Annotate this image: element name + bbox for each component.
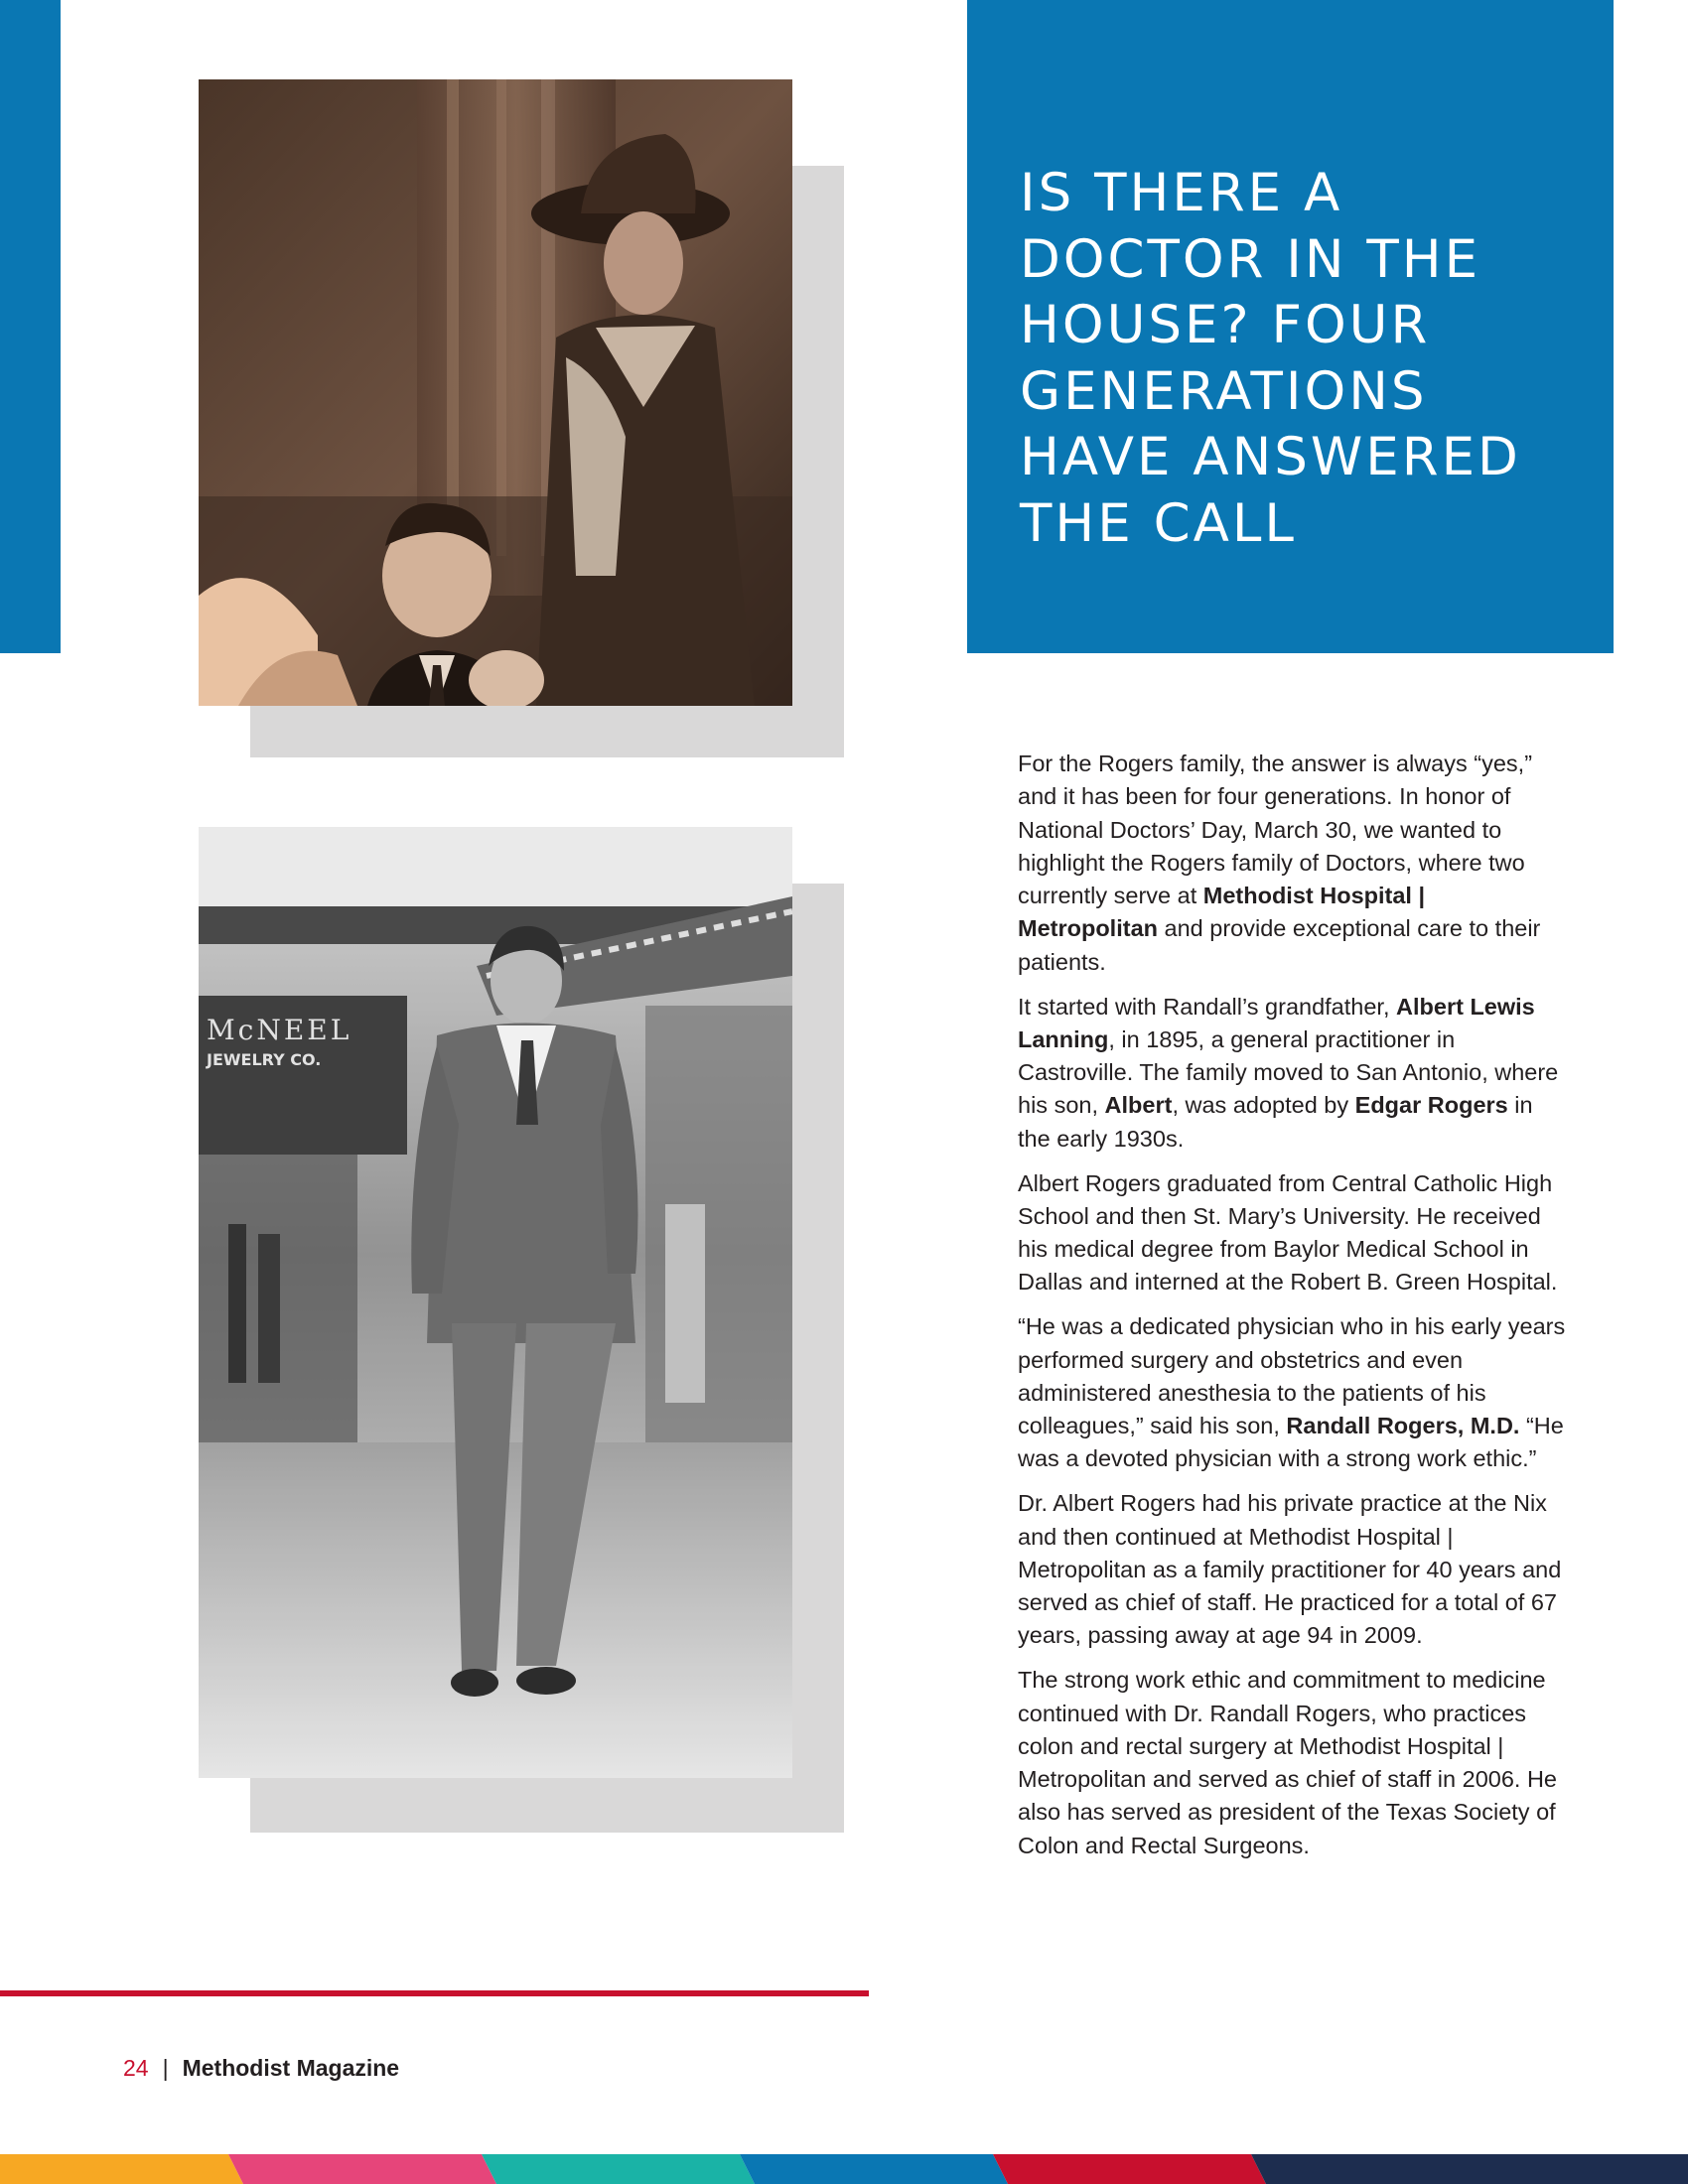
p2-text-e: in the early 1930s. <box>1018 1092 1533 1152</box>
paragraph-3: Albert Rogers graduated from Central Catholic High School and then St. Mary’s University. He received his medical degree from Baylor Medical School in Dallas and interned at the Robert B. Green Hospital. <box>1018 1169 1558 1296</box>
paragraph-6: The strong work ethic and commitment to medicine continued with Dr. Randall Rogers, who practices colon and rectal surgery at Methodist Hospital | Metropolitan and served as chief of staff in 2006. He also has served as president of the Texas Society of Colon and Rectal Surgeons. <box>1018 1667 1558 1858</box>
store-sign-name: McNEEL <box>207 1014 352 1046</box>
p2-text-c: , in 1895, a general practitioner in Castroville. The family moved to San Antonio, where his son, <box>1018 1025 1559 1119</box>
bottom-photo-image <box>199 827 792 1778</box>
footer-separator: | <box>162 2055 169 2081</box>
top-photo <box>199 79 792 706</box>
stripe-navy <box>1251 2154 1688 2184</box>
p4-bold-name: Randall Rogers, M.D. <box>1286 1413 1520 1439</box>
p4-text-a: “He was a dedicated physician who in his early years performed surgery and obstetrics and even administered anesthesia to the patients of his colleagues,” said his son, <box>1018 1313 1566 1439</box>
bottom-photo <box>199 827 792 1778</box>
left-accent-bar <box>0 0 61 653</box>
top-photo-image <box>199 79 792 706</box>
paragraph-1 <box>1018 748 1569 979</box>
p2-bold-name-1: Albert Lewis Lanning <box>1018 993 1535 1052</box>
bottom-color-stripes <box>0 2154 1688 2184</box>
stripe-red <box>993 2154 1266 2184</box>
store-sign-subtitle: JEWELRY CO. <box>207 1050 322 1069</box>
page-footer <box>123 2055 399 2082</box>
p4-text-c: “He was a devoted physician with a strong work ethic.” <box>1018 1413 1564 1472</box>
p1-bold-hospital: Methodist Hospital | Metropolitan <box>1018 883 1426 942</box>
stripe-blue <box>740 2154 1008 2184</box>
paragraph-4 <box>1018 1310 1569 1475</box>
page-number: 24 <box>123 2055 149 2081</box>
p2-bold-name-3: Edgar Rogers <box>1354 1092 1508 1119</box>
paragraph-5: Dr. Albert Rogers had his private practice at the Nix and then continued at Methodist Hospital | Metropolitan as a family practitioner for 40 years and served as chief of staff. He practiced for a total of 67 years, passing away at age 94 in 2009. <box>1018 1490 1562 1649</box>
p1-text-a: For the Rogers family, the answer is always “yes,” and it has been for four generations. In honor of National Doctors’ Day, March 30, we wanted to highlight the Rogers family of Doctors, where two currently serve at <box>1018 751 1533 909</box>
stripe-teal <box>482 2154 755 2184</box>
article-title: IS THERE A DOCTOR IN THE HOUSE? FOUR GENERATIONS HAVE ANSWERED THE CALL <box>1020 163 1521 554</box>
paragraph-2 <box>1018 991 1569 1156</box>
p1-text-c: and provide exceptional care to their patients. <box>1018 915 1541 975</box>
p2-text-a: It started with Randall’s grandfather, <box>1018 993 1397 1020</box>
footer-rule <box>0 1990 869 1996</box>
p2-text-d: , was adopted by <box>1172 1092 1355 1119</box>
stripe-yellow <box>0 2154 243 2184</box>
p2-bold-name-2: Albert <box>1104 1092 1173 1119</box>
magazine-name: Methodist Magazine <box>182 2055 400 2081</box>
title-box <box>967 0 1614 653</box>
article-body <box>1018 748 1569 1874</box>
stripe-pink <box>228 2154 496 2184</box>
